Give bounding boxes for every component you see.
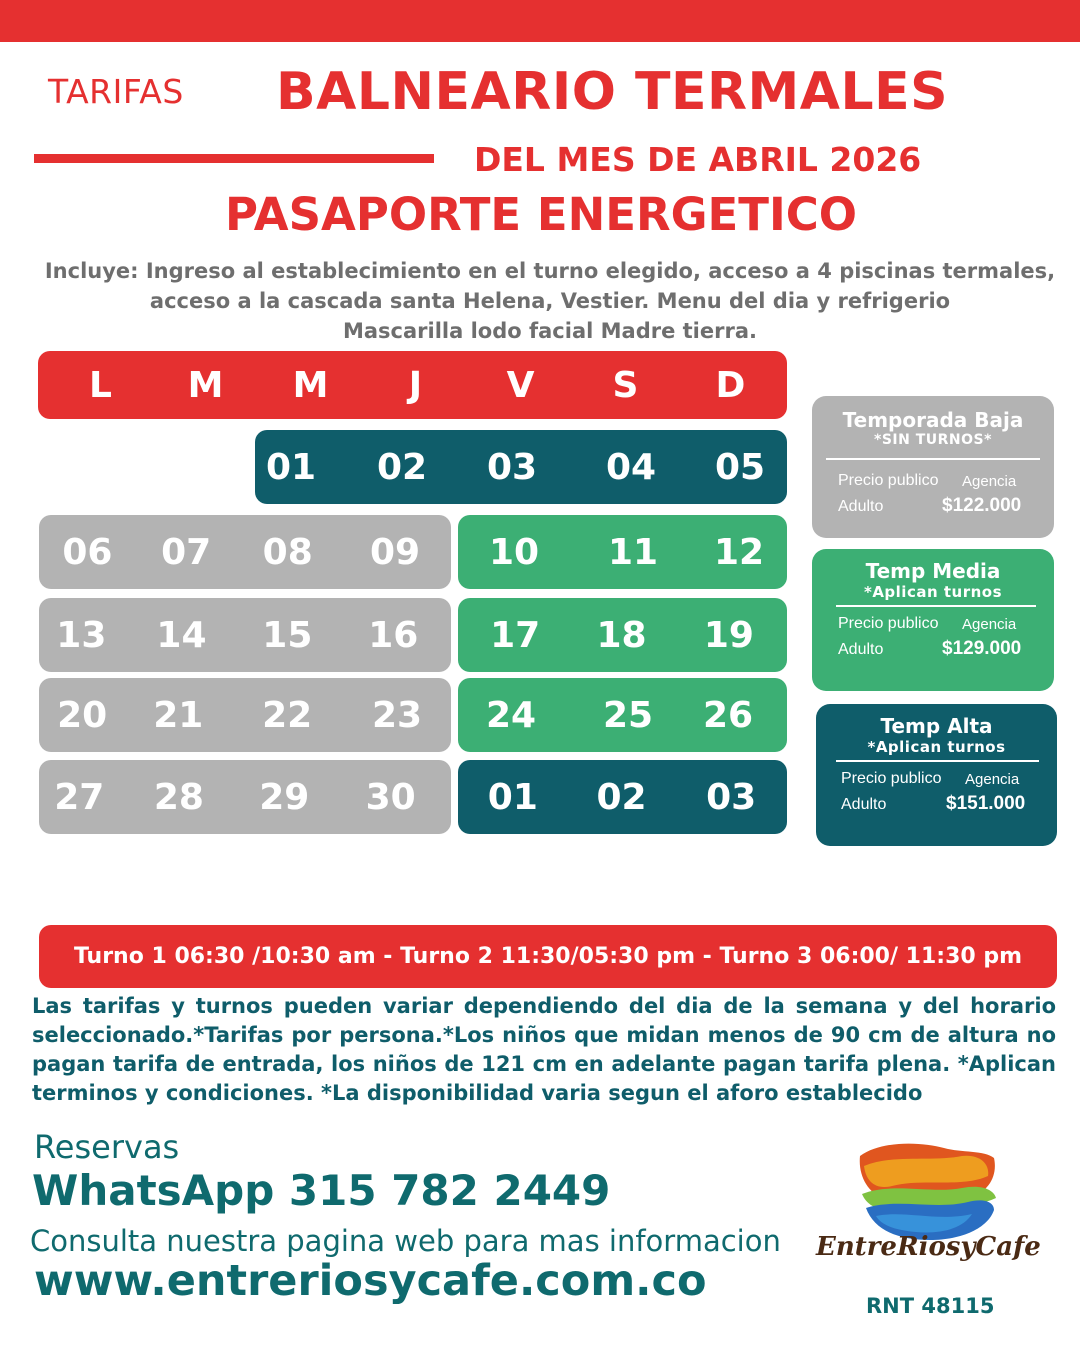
calendar-day: 01	[265, 446, 317, 488]
calendar-day: 25	[602, 694, 654, 736]
calendar-day: 09	[369, 531, 421, 573]
legend-agency-label: Agencia	[962, 473, 1017, 490]
plan-title-text: PASAPORTE ENERGETICO	[224, 188, 858, 241]
legend-price-label: Precio publico	[838, 472, 939, 489]
legend-subtitle: *SIN TURNOS*	[874, 432, 992, 448]
includes-line: Incluye: Ingreso al establecimiento en el turno elegido, acceso a 4 piscinas termales,	[44, 259, 1056, 283]
legend-price: $151.000	[946, 793, 1026, 814]
calendar-day: 27	[54, 776, 105, 818]
calendar-day: 05	[715, 446, 766, 488]
includes-line: acceso a la cascada santa Helena, Vestier. Menu del dia y refrigerio	[149, 289, 951, 313]
top-banner-bar	[0, 0, 1080, 42]
weekday-label: M	[187, 364, 224, 406]
calendar-week-1	[255, 430, 787, 504]
legend-title: Temp Alta	[880, 714, 993, 738]
weekday-header	[38, 351, 787, 419]
calendar-week-3-green	[458, 598, 787, 672]
entreriosycafe-logo	[812, 1136, 1041, 1286]
calendar-day: 29	[259, 776, 310, 818]
logo-icon	[812, 1136, 1041, 1286]
calendar-day: 14	[156, 614, 207, 656]
calendar-day: 30	[365, 776, 416, 818]
title-divider	[34, 154, 434, 163]
calendar-week-5-grey	[39, 760, 451, 834]
legend-temp-media	[812, 549, 1054, 691]
calendar-week-4-green	[458, 678, 787, 752]
legend-adult-label: Adulto	[841, 796, 887, 813]
calendar-day: 26	[702, 694, 754, 736]
weekday-label: J	[408, 364, 423, 406]
reservas-label: Reservas	[34, 1128, 180, 1166]
calendar-day: 11	[607, 531, 659, 573]
legend-temp-alta	[816, 704, 1057, 846]
includes-description	[40, 256, 1060, 346]
calendar-day: 01	[487, 776, 538, 818]
legend-subtitle: *Aplican turnos	[863, 583, 1003, 601]
calendar-day: 02	[596, 776, 647, 818]
weekday-label: L	[89, 364, 112, 406]
logo-wordmark: EntreRiosyCafe	[816, 1232, 1041, 1262]
includes-line: Mascarilla lodo facial Madre tierra.	[342, 319, 757, 343]
legend-divider	[836, 605, 1036, 607]
calendar-week-4-grey	[39, 678, 451, 752]
legend-price: $129.000	[942, 638, 1022, 659]
calendar-day: 18	[596, 614, 647, 656]
legend-price: $122.000	[942, 495, 1022, 516]
calendar-day: 10	[488, 531, 540, 573]
tarifas-label: TARIFAS	[48, 72, 184, 111]
calendar-day: 16	[368, 614, 419, 656]
weekday-label: M	[292, 364, 329, 406]
legend-adult-label: Adulto	[838, 498, 884, 515]
calendar-day: 23	[371, 694, 423, 736]
calendar-day: 08	[262, 531, 313, 573]
calendar-day: 02	[376, 446, 428, 488]
legend-title: Temp Media	[865, 559, 1001, 583]
website-link[interactable]: www.entreriosycafe.com.co	[34, 1256, 707, 1306]
legend-price-label: Precio publico	[838, 615, 939, 632]
website-hint: Consulta nuestra pagina web para mas informacion	[30, 1224, 781, 1258]
weekday-label: S	[612, 364, 639, 406]
whatsapp-number[interactable]: WhatsApp 315 782 2449	[32, 1166, 611, 1215]
calendar-week-2-grey	[39, 515, 451, 589]
calendar-day: 07	[161, 531, 212, 573]
weekday-label: V	[506, 364, 535, 406]
legend-agency-label: Agencia	[965, 771, 1020, 788]
calendar-week-5-dark	[458, 760, 787, 834]
calendar-week-3-grey	[39, 598, 451, 672]
month-subtitle: DEL MES DE ABRIL 2026	[474, 140, 922, 179]
legend-adult-label: Adulto	[838, 641, 884, 658]
calendar-week-2-green	[458, 515, 787, 589]
calendar-day: 21	[153, 694, 204, 736]
calendar-day: 03	[486, 446, 538, 488]
legend-agency-label: Agencia	[962, 616, 1017, 633]
legend-price-label: Precio publico	[841, 770, 942, 787]
calendar-day: 20	[57, 694, 108, 736]
calendar-day: 04	[605, 446, 657, 488]
shifts-bar: Turno 1 06:30 /10:30 am - Turno 2 11:30/05:30 pm - Turno 3 06:00/ 11:30 pm	[39, 925, 1057, 988]
calendar-day: 19	[703, 614, 754, 656]
calendar-day: 22	[262, 694, 313, 736]
legend-subtitle: *Aplican turnos	[867, 738, 1006, 756]
rnt-number: RNT 48115	[866, 1294, 995, 1318]
legend-temporada-baja	[812, 396, 1054, 538]
page-title: BALNEARIO TERMALES	[276, 62, 949, 122]
calendar-day: 15	[262, 614, 313, 656]
legend-divider	[826, 458, 1040, 460]
legend-title: Temporada Baja	[842, 408, 1024, 432]
calendar-day: 03	[706, 776, 757, 818]
calendar-day: 12	[713, 531, 765, 573]
plan-title	[0, 188, 1080, 241]
weekday-label: D	[715, 364, 746, 406]
legend-divider	[836, 760, 1039, 762]
calendar-day: 17	[490, 614, 541, 656]
calendar-day: 24	[485, 694, 537, 736]
calendar-day: 06	[62, 531, 113, 573]
calendar-day: 13	[56, 614, 107, 656]
terms-text: Las tarifas y turnos pueden variar dependiendo del dia de la semana y del horario seleccionado.*Tarifas por persona.*Los niños que midan menos de 90 cm de altura no pagan tarifa de entrada, los niños de 121 cm en adelante pagan tarifa plena. *Aplican terminos y condiciones. *La disponibilidad varia segun el aforo establecido	[32, 994, 1056, 1105]
calendar-day: 28	[153, 776, 204, 818]
